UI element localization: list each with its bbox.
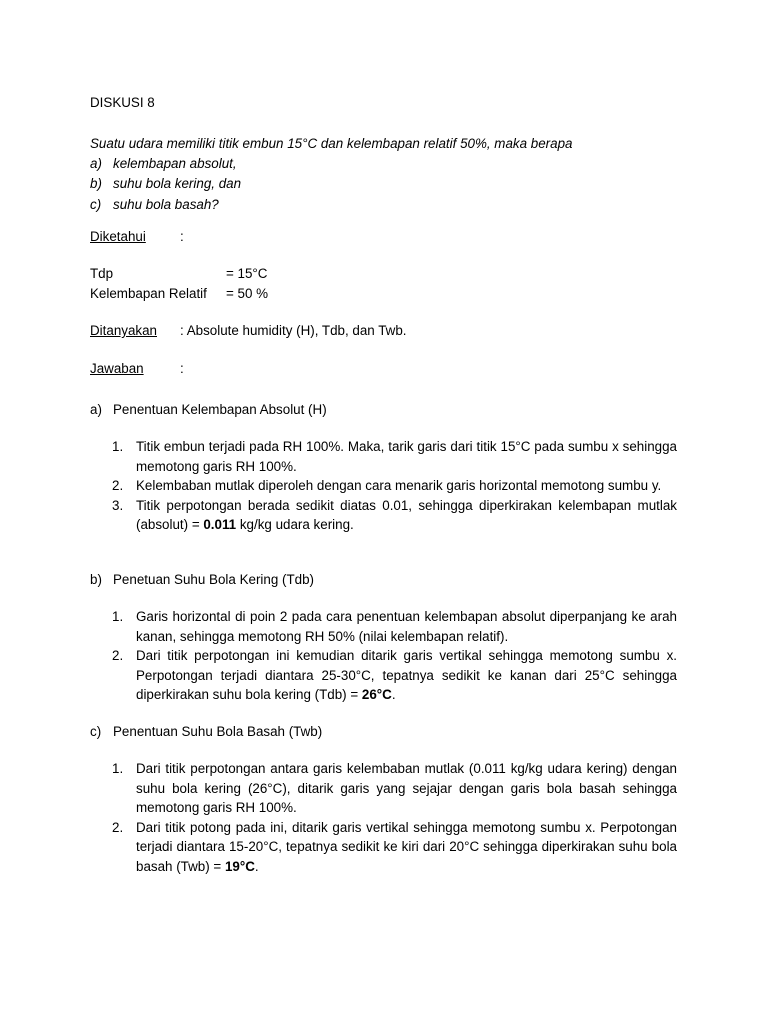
question-item-text: suhu bola kering, dan [113,176,242,191]
known-row-value: = 15°C [226,266,268,281]
question-item [90,195,219,215]
asked-text: : Absolute humidity (H), Tdb, dan Twb. [180,323,407,338]
step-item [112,607,677,646]
step-number: 2. [112,819,124,835]
step-item [112,818,677,877]
known-heading [90,227,146,247]
step-number: 1. [112,609,124,624]
step-text: Titik perpotongan berada sedikit diatas 0.01, sehingga diperkirakan kelembapan mutlak (absolut) = [136,497,677,532]
step-item [112,496,677,535]
known-label: Diketahui [90,229,146,244]
step-text: Garis horizontal di poin 2 pada cara penentuan kelembapan absolut diperpanjang ke arah kanan, sehingga memotong RH 50% (nilai kelembapan relatif). [136,609,677,644]
asked-label: Ditanyakan [90,323,157,338]
step-number: 3. [112,497,124,513]
section-heading [90,570,314,590]
answer-label: Jawaban [90,361,144,376]
step-text: Dari titik perpotongan antara garis kelembaban mutlak (0.011 kg/kg udara kering) dengan suhu bola kering (26°C), ditarik garis yang sejajar dengan garis bola basah sehingga memotong garis RH 100%. [136,761,677,815]
section-title: Penentuan Suhu Bola Basah (Twb) [113,724,323,739]
section-marker: c) [90,724,102,739]
section-title: Penentuan Kelembapan Absolut (H) [113,402,327,417]
known-row-label: Kelembapan Relatif [90,286,207,301]
section-steps [112,759,677,876]
section-steps [112,437,677,535]
section-title: Penetuan Suhu Bola Kering (Tdb) [113,572,314,587]
step-result-value: 19°C [224,858,255,874]
step-item [112,759,677,818]
known-row-value: = 50 % [226,286,269,301]
step-item [112,476,677,496]
step-text-tail: . [391,687,396,702]
known-row [90,264,267,284]
question-item-text: kelembapan absolut, [113,156,237,171]
step-text-tail: . [254,858,259,874]
step-text: Kelembaban mutlak diperoleh dengan cara menarik garis horizontal memotong sumbu y. [136,478,662,493]
question-item-text: suhu bola basah? [113,197,219,212]
step-item [112,646,677,705]
question-item-marker: a) [90,156,102,171]
question-item [90,174,241,194]
step-result-value: 0.011 [203,517,237,532]
step-text: Dari titik potong pada ini, ditarik garis vertikal sehingga memotong sumbu x. Perpotongan terjadi diantara 15-20°C, tepatnya sedikit ke kiri dari 20°C sehingga diperkirakan suhu bola basah (Twb) = [136,819,677,874]
question-item-marker: b) [90,176,102,191]
known-colon: : [180,229,184,244]
section-marker: b) [90,572,102,587]
answer-colon: : [180,361,184,376]
step-number: 2. [112,648,124,663]
section-marker: a) [90,402,102,417]
step-result-value: 26°C [361,687,392,702]
asked-heading [90,321,157,341]
answer-heading [90,359,144,379]
known-row [90,284,268,304]
question-item [90,154,237,174]
step-number: 1. [112,761,124,776]
question-item-marker: c) [90,197,102,212]
question-intro: Suatu udara memiliki titik embun 15°C dan kelembapan relatif 50%, maka berapa [90,136,573,151]
step-number: 1. [112,439,124,454]
step-number: 2. [112,478,124,493]
step-text: Titik embun terjadi pada RH 100%. Maka, tarik garis dari titik 15°C pada sumbu x sehingga memotong garis RH 100%. [136,439,677,474]
section-steps [112,607,677,705]
section-heading [90,400,327,420]
step-text-tail: kg/kg udara kering. [236,517,354,532]
step-text: Dari titik perpotongan ini kemudian ditarik garis vertikal sehingga memotong sumbu x. Perpotongan terjadi diantara 25-30°C, tepatnya sedikit ke kanan dari 25°C sehingga diperkirakan suhu bola kering (Tdb) = [136,648,677,702]
known-row-label: Tdp [90,266,114,281]
document-title: DISKUSI 8 [90,95,155,110]
step-item [112,437,677,476]
section-heading [90,722,322,742]
